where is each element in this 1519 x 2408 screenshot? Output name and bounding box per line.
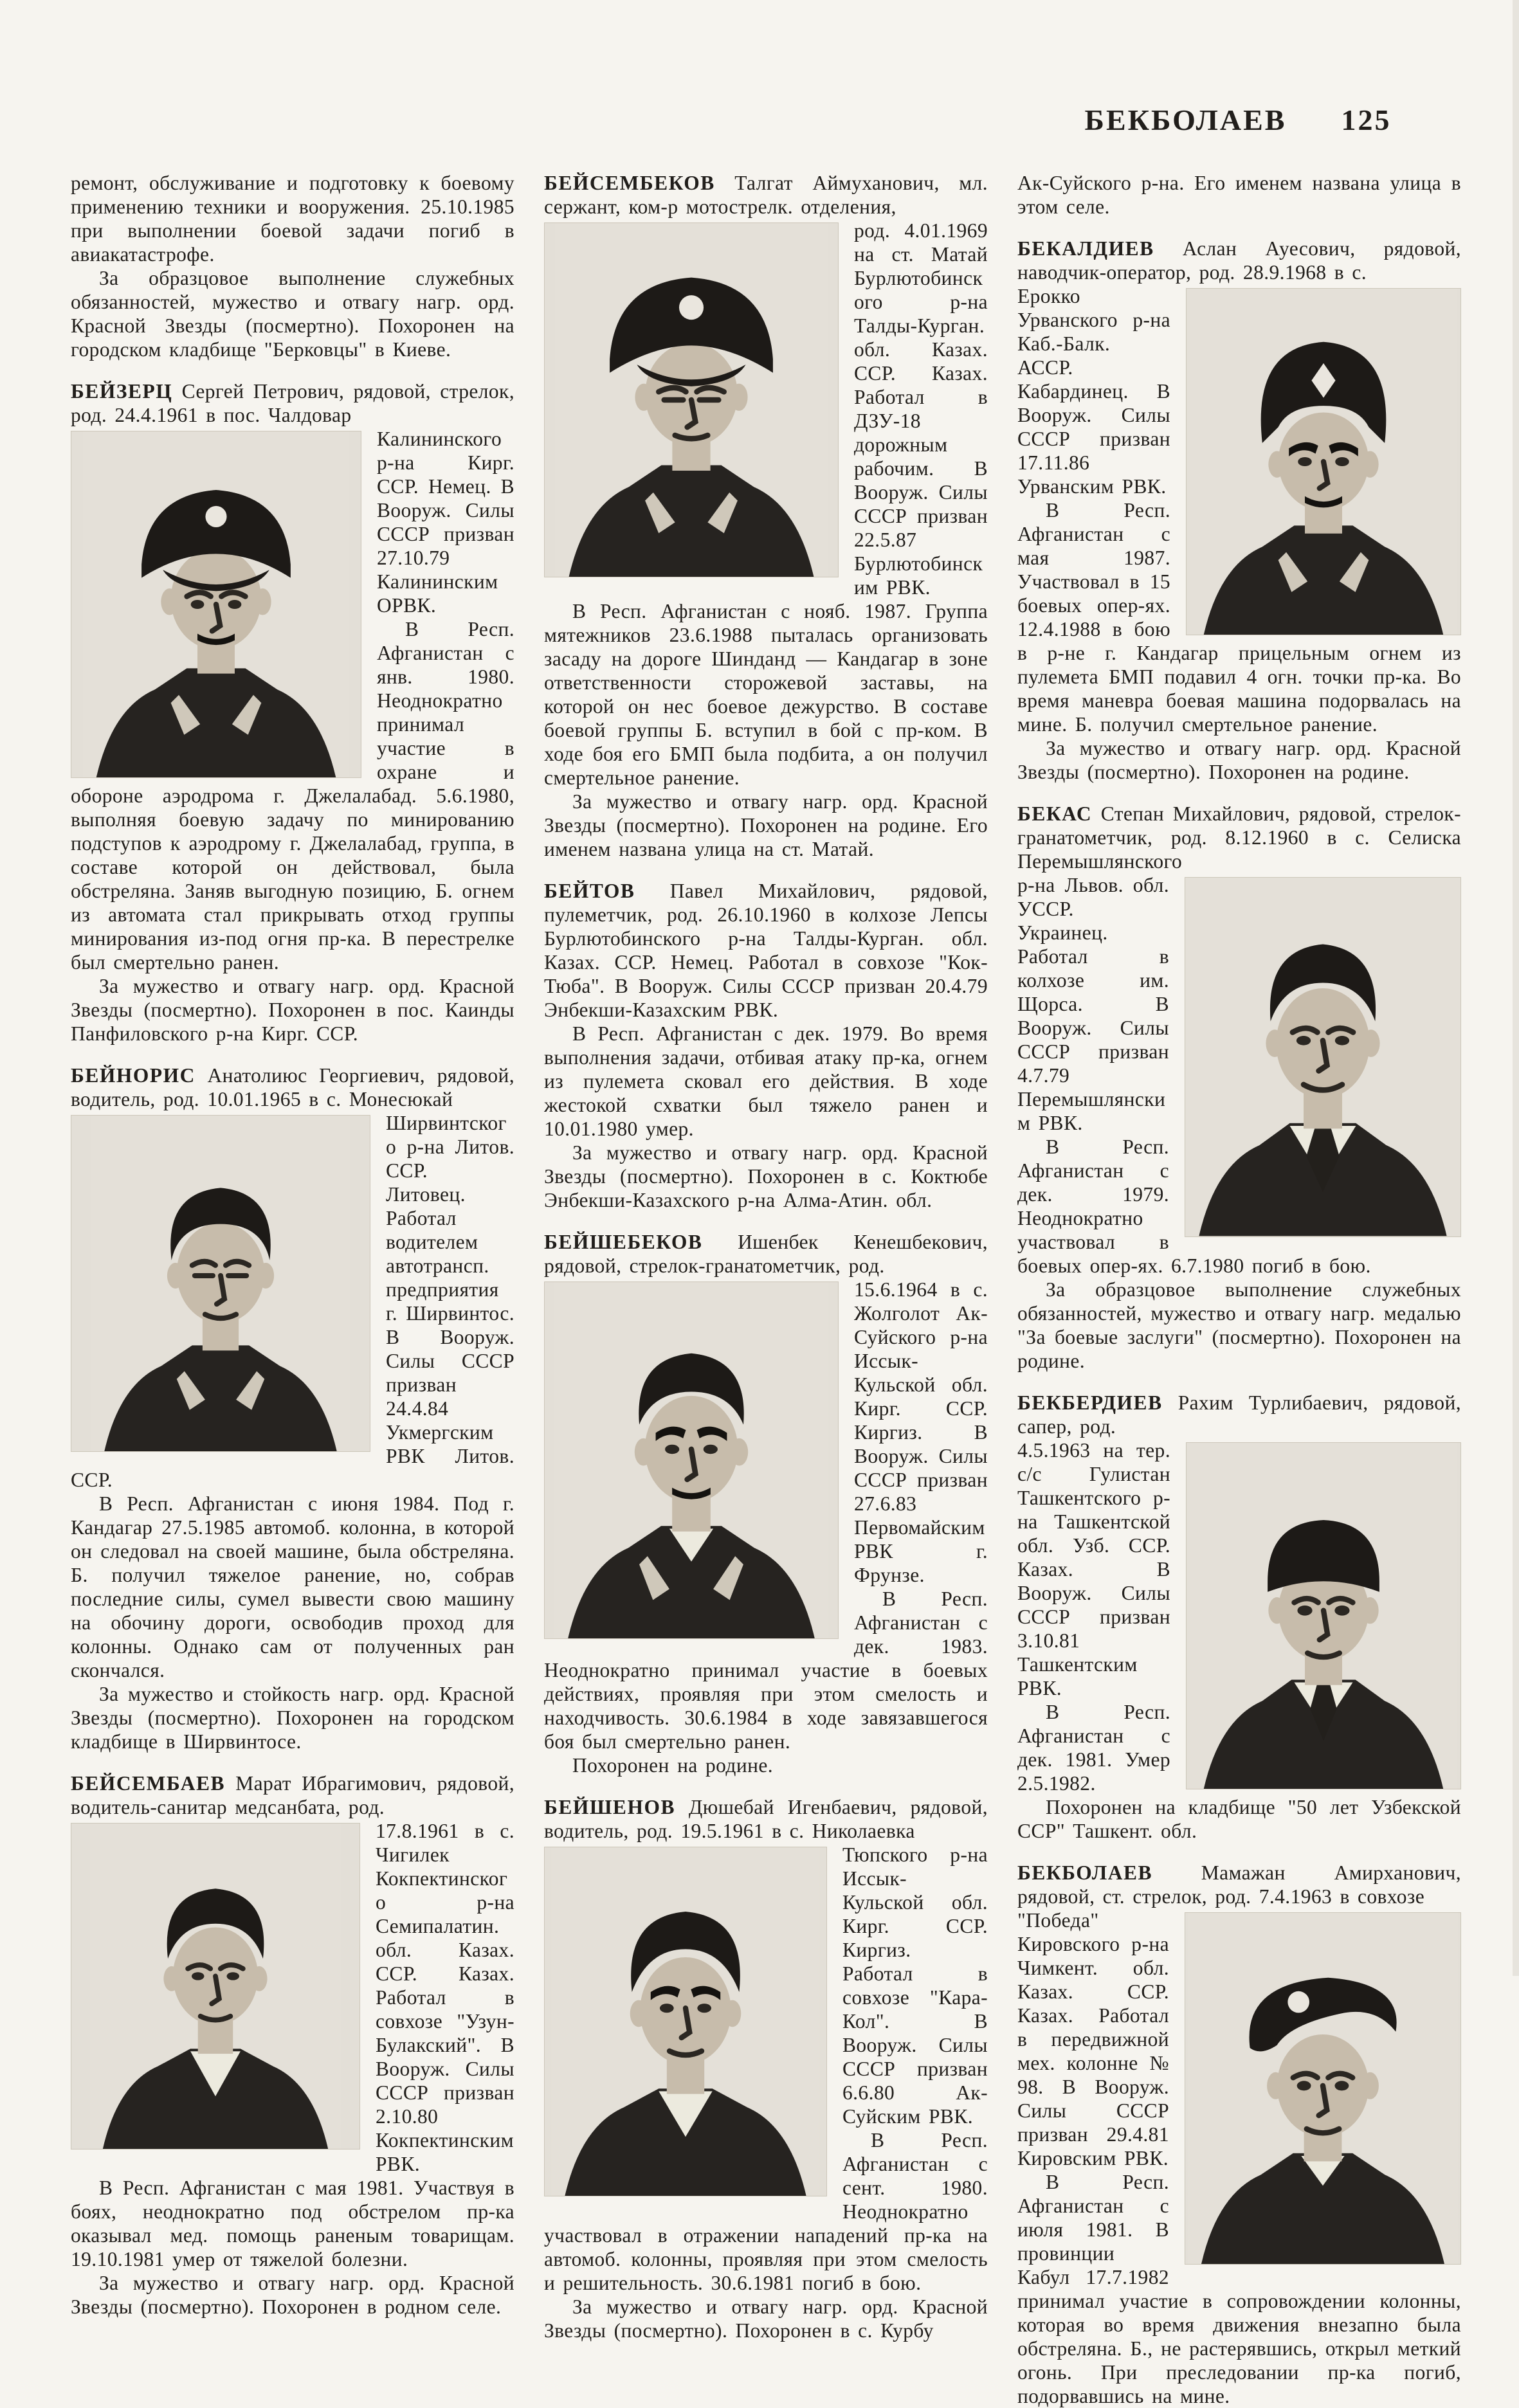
entry-paragraph: В Респ. Афганистан с дек. 1979. Неоднократно участвовал в боевых опер-ях. 6.7.1980 погиб в бою. [1017,1136,1371,1277]
memorial-entry-beysembaev [71,1771,514,2319]
civilian-portrait [545,1847,826,2196]
civilian-suit-tie-portrait [1185,878,1460,1236]
entry-lead [1017,1861,1461,1908]
entry-surname: БЕЙНОРИС [71,1064,196,1087]
entry-paragraph: В Респ. Афганистан с дек. 1979. Во время выполнения задачи, отбивая атаку пр-ка, огнем из пулемета сковал его действия. В ходе жестокой схватки был тяжело ранен и 10.01.1980 умер. [544,1022,988,1140]
entry-paragraph: Ширвинтского р-на Литов. ССР. Литовец. Работал водителем автотрансп. предприятия г. Ширвинтос. В Вооруж. Силы СССР призван 24.4.84 Укмергским РВК Литов. ССР. [71,1112,514,1491]
entry-surname: БЕКБОЛАЕВ [1017,1861,1152,1884]
entry-paragraph: За мужество и стойкость нагр. орд. Красной Звезды (посмертно). Похоронен на городском кладбище в Ширвинтосе. [71,1683,514,1753]
portrait-photo-bekberdiev [1186,1442,1461,1789]
entry-paragraph: За мужество и отвагу нагр. орд. Красной Звезды (посмертно). Похоронен в пос. Каинды Панфиловского р-на Кирг. ССР. [71,975,514,1045]
column-2 [544,171,988,2408]
entry-paragraph: 17.8.1961 в с. Чигилек Кокпектинского р-на Семипалатин. обл. Казах. ССР. Казах. Работал в совхозе "Узун-Булакский". В Вооруж. Силы СССР призван 2.10.80 Кокпектинским РВК. [376,1820,514,2175]
entry-paragraph: В Респ. Афганистан с мая 1987. Участвовал в 15 боевых опер-ях. 12.4.1988 в бою в р-не г. Кандагар прицельным огнем из пулемета БМП подавил 4 огн. точки пр-ка. Во время маневра боевая машина подорвалась на мине. Б. получил смертельное ранение. [1017,499,1461,736]
entry-surname: БЕКАС [1017,802,1093,825]
soldier-visor-cap-portrait [71,431,361,777]
entry-lead [1017,1391,1461,1438]
entry-lead-text: Сергей Петрович, рядовой, стрелок, род. 24.4.1961 в пос. Чалдовар [71,380,514,426]
scan-edge-shadow [1513,0,1519,1976]
entry-lead [544,879,988,1022]
entry-paragraph: р-на Львов. обл. УССР. Украинец. Работал в колхозе им. Щорса. В Вооруж. Силы СССР призван 4.7.79 Перемышлянским РВК. [1017,874,1169,1134]
civilian-portrait [71,1824,359,2149]
entry-paragraph: Калининского р-на Кирг. ССР. Немец. В Вооруж. Силы СССР призван 27.10.79 Калининским ОРВК. [377,428,514,617]
memorial-entry-bekaldiev [1017,237,1461,784]
entry-surname: БЕЙШЕБЕКОВ [544,1231,703,1253]
entry-paragraph: Тюпского р-на Иссык-Кульской обл. Кирг. ССР. Киргиз. Работал в совхозе "Кара-Кол". В Вооруж. Силы СССР призван 6.6.80 Ак-Суйским РВК. [842,1843,988,2128]
entry-lead-text: Дюшебай Игенбаевич, рядовой, водитель, род. 19.5.1961 в с. Николаевка [544,1796,988,1842]
running-title: БЕКБОЛАЕВ [1084,104,1287,136]
entry-lead-text: Анатолиюс Георгиевич, рядовой, водитель, род. 10.01.1965 в с. Монесюкай [71,1064,514,1110]
entry-paragraph: За мужество и отвагу нагр. орд. Красной Звезды (посмертно). Похоронен в родном селе. [71,2272,514,2318]
continuation-paragraph: За образцовое выполнение служебных обязанностей, мужество и отвагу нагр. орд. Красной Звезды (посмертно). Похоронен на городском кладбище "Берковцы" в Киеве. [71,267,514,361]
entry-paragraph: В Респ. Афганистан с сент. 1980. Неоднократно участвовал в отражении нападений пр-ка на автомоб. колонны, проявляя при этом смелость и решительность. 30.6.1981 погиб в бою. [544,2129,988,2294]
entry-paragraph: 15.6.1964 в с. Жолголот Ак-Суйского р-на Иссык-Кульской обл. Кирг. ССР. Киргиз. В Вооруж. Силы СССР призван 27.6.83 Первомайским РВК г. Фрунзе. [854,1278,988,1586]
entry-lead [1017,237,1461,284]
entry-paragraph: В Респ. Афганистан с янв. 1980. Неоднократно принимал участие в охране и обороне аэродрома г. Джелалабад. 5.6.1980, выполняя боевую задачу по минированию подступов к аэродрому г. Джелалабад, группа, в составе которой он действовал, была обстреляна. Заняв выгодную позицию, Б. огнем из автомата стал прикрывать отход группы минирования из-под огня пр-ка. В перестрелке был смертельно ранен. [71,618,514,973]
portrait-photo-bekbolaev [1185,1912,1461,2265]
entry-lead-text: Талгат Аймуханович, мл. сержант, ком-р мотострелк. отделения, [544,172,988,218]
soldier-bare-head-portrait [71,1116,370,1451]
entry-surname: БЕЙСЕМБАЕВ [71,1772,226,1795]
column-1 [71,171,514,2408]
entry-paragraph: За образцовое выполнение служебных обязанностей, мужество и отвагу нагр. медалью "За боевые заслуги" (посмертно). Похоронен на родине. [1017,1278,1461,1372]
entry-paragraph: Ерокко Урванского р-на Каб.-Балк. АССР. Кабардинец. В Вооруж. Силы СССР призван 17.11.86 Урванским РВК. [1017,285,1170,498]
entry-lead-text: Степан Михайлович, рядовой, стрелок-гранатометчик, род. 8.12.1960 в с. Селиска Перемышлянского [1017,802,1461,873]
memorial-entry-beyshebekov [544,1230,988,1777]
entry-lead [544,171,988,219]
entry-lead-text: Аслан Ауесович, рядовой, наводчик-оператор, род. 28.9.1968 в с. [1017,237,1461,284]
memorial-entry-beysembekov [544,171,988,861]
soldier-visor-cap-portrait [545,223,838,577]
entry-lead [1017,802,1461,873]
soldier-fur-hat-portrait [1187,289,1460,635]
portrait-photo-beysembekov [544,222,839,577]
civilian-dark-hat-portrait [1187,1443,1460,1789]
portrait-photo-beyshebekov [544,1281,839,1639]
portrait-photo-beyshenov [544,1847,827,2196]
entry-lead [544,1230,988,1278]
entry-surname: БЕЙТОВ [544,880,635,902]
memorial-entry-bekas [1017,802,1461,1373]
entry-paragraph: В Респ. Афганистан с июня 1984. Под г. Кандагар 27.5.1985 автомоб. колонна, в которой он следовал на своей машине, была обстреляна. Б. получил тяжелое ранение, но, собрав последние силы, сумел вывести свою машину на обочину дороги, освободив проход для колонны. Однако сам от полученных ран скончался. [71,1492,514,1681]
entry-lead [544,1795,988,1843]
entry-surname: БЕЙСЕМБЕКОВ [544,172,715,194]
entry-paragraph: В Респ. Афганистан с мая 1981. Участвуя в боях, неоднократно под обстрелом пр-ка оказывал мед. помощь раненым товарищам. 19.10.1981 умер от тяжелой болезни. [71,2177,514,2270]
entry-lead-text: Павел Михайлович, рядовой, пулеметчик, род. 26.10.1960 в колхозе Лепсы Бурлютобинского р-на Талды-Курган. обл. Казах. ССР. Немец. Работал в совхозе "Кок-Тюба". В Вооруж. Силы СССР призван 20.4.79 Энбекши-Казахским РВК. [544,880,988,1021]
entry-paragraph: 4.5.1963 на тер. с/с Гулистан Ташкентского р-на Ташкентской обл. Узб. ССР. Казах. В Вооруж. Силы СССР призван 3.10.81 Ташкентским РВК. [1017,1439,1170,1699]
entry-surname: БЕЙШЕНОВ [544,1796,675,1818]
memorial-entry-bekbolaev [1017,1861,1461,2408]
memorial-entry-bekberdiev [1017,1391,1461,1843]
page-columns [71,171,1461,2408]
memorial-entry-beyzerts [71,379,514,1046]
entry-paragraph: род. 4.01.1969 на ст. Матай Бурлютобинского р-на Талды-Курган. обл. Казах. ССР. Казах. Работал в ДЗУ-18 дорожным рабочим. В Вооруж. Силы СССР призван 22.5.87 Бурлютобинским РВК. [854,219,988,599]
entry-paragraph: В Респ. Афганистан с июля 1981. В провинции Кабул 17.7.1982 принимал участие в сопровождении колонны, которая во время движения внезапно была обстреляна. Б., не растерявшись, открыл меткий огонь. При преследовании пр-ка погиб, подорвавшись на мине. [1017,2171,1461,2407]
running-head [1000,103,1476,137]
entry-lead-text: Мамажан Амирханович, рядовой, ст. стрелок, род. 7.4.1963 в совхозе [1017,1861,1461,1908]
entry-paragraph: В Респ. Афганистан с дек. 1981. Умер 2.5.1982. [1017,1701,1170,1795]
entry-lead-text: Марат Ибрагимович, рядовой, водитель-санитар медсанбата, род. [71,1772,514,1818]
entry-paragraph: За мужество и отвагу нагр. орд. Красной Звезды (посмертно). Похоронен на родине. [1017,737,1461,783]
entry-surname: БЕКАЛДИЕВ [1017,237,1154,260]
entry-paragraph: В Респ. Афганистан с дек. 1983. Неоднократно принимал участие в боевых действиях, проявляя при этом смелость и находчивость. 30.6.1984 в ходе завязавшегося боя был смертельно ранен. [544,1588,988,1753]
continuation-paragraph: ремонт, обслуживание и подготовку к боевому применению техники и вооружения. 25.10.1985 при выполнении боевой задачи погиб в авиакатастрофе. [71,172,514,266]
continuation-paragraph: Ак-Суйского р-на. Его именем названа улица в этом селе. [1017,172,1461,218]
entry-paragraph: Похоронен на кладбище "50 лет Узбекской ССР" Ташкент. обл. [1017,1796,1461,1842]
portrait-photo-beynoris [71,1115,370,1452]
entry-lead-text: Ишенбек Кенешбекович, рядовой, стрелок-гранатометчик, род. [544,1231,988,1277]
memorial-entry-beynoris [71,1064,514,1753]
entry-paragraph: За мужество и отвагу нагр. орд. Красной Звезды (посмертно). Похоронен в с. Курбу [544,2295,988,2342]
soldier-bare-head-portrait [545,1282,838,1638]
portrait-photo-beysembaev [71,1823,360,2150]
entry-surname: БЕКБЕРДИЕВ [1017,1391,1163,1414]
entry-paragraph: В Респ. Афганистан с нояб. 1987. Группа мятежников 23.6.1988 пыталась организовать засаду на дороге Шинданд — Кандагар в зоне ответственности сторожевой заставы, на которой он нес боевое дежурство. В составе боевой группы Б. вступил в бой с пр-ком. В ходе боя его БМП была подбита, а он получил смертельное ранение. [544,600,988,789]
portrait-photo-beyzerts [71,431,361,778]
portrait-photo-bekas [1185,877,1461,1237]
entry-lead [71,1771,514,1819]
entry-lead-text: Рахим Турлибаевич, рядовой, сапер, род. [1017,1391,1461,1438]
entry-paragraph: "Победа" Кировского р-на Чимкент. обл. Казах. ССР. Казах. Работал в передвижной мех. колонне № 98. В Вооруж. Силы СССР призван 29.4.81 Кировским РВК. [1017,1909,1169,2169]
memorial-entry-beyshenov [544,1795,988,2342]
entry-paragraph: За мужество и отвагу нагр. орд. Красной Звезды (посмертно). Похоронен в с. Коктюбе Энбекши-Казахского р-на Алма-Атин. обл. [544,1141,988,1211]
portrait-photo-bekaldiev [1186,288,1461,635]
column-3 [1017,171,1461,2408]
entry-paragraph: Похоронен на родине. [572,1754,773,1777]
entry-lead [71,1064,514,1111]
entry-paragraph: За мужество и отвагу нагр. орд. Красной Звезды (посмертно). Похоронен на родине. Его именем названа улица на ст. Матай. [544,790,988,860]
entry-surname: БЕЙЗЕРЦ [71,380,173,403]
entry-lead [71,379,514,427]
soldier-beret-portrait [1185,1913,1460,2264]
memorial-entry-beytov [544,879,988,1212]
page-number: 125 [1341,104,1392,136]
